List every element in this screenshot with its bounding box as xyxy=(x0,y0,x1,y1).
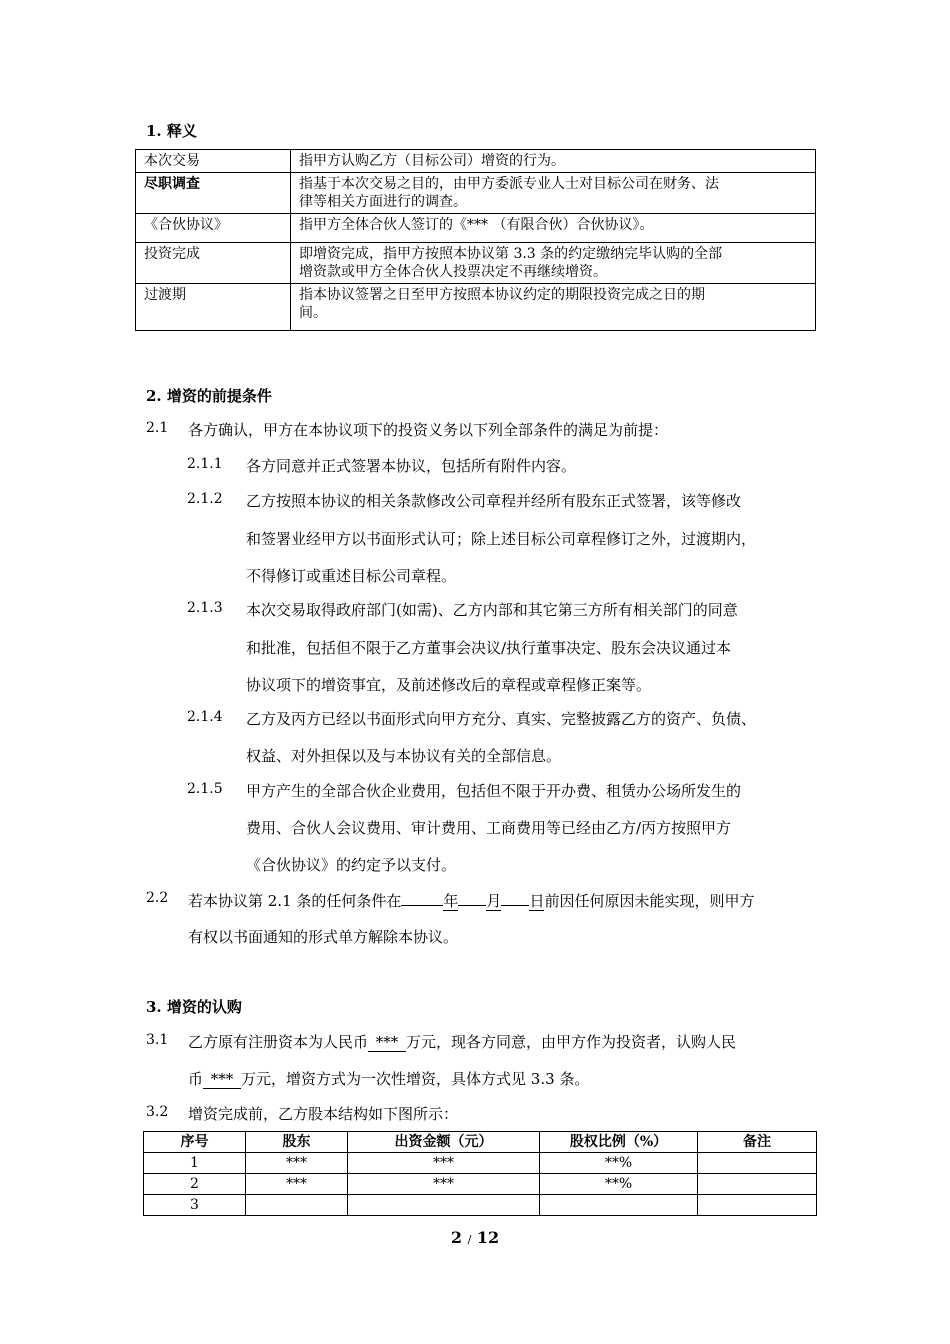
table-cell xyxy=(540,1195,698,1216)
subclause-text: 甲方产生的全部合伙企业费用，包括但不限于开办费、租赁办公场所发生的 xyxy=(246,782,742,800)
subclause-text: 《合伙协议》的约定予以支付。 xyxy=(246,856,457,874)
table-cell: *** xyxy=(348,1174,540,1195)
table-cell: 2 xyxy=(144,1174,246,1195)
subclause-text: 和签署业经甲方以书面形式认可；除上述目标公司章程修订之外，过渡期内， xyxy=(246,530,757,548)
subclause-text: 协议项下的增资事宜，及前述修改后的章程或章程修正案等。 xyxy=(246,676,652,694)
definition-row xyxy=(136,214,816,243)
definition-term: 《合伙协议》 xyxy=(136,214,291,243)
table-cell: 3 xyxy=(144,1195,246,1216)
clause-number: 3.2 xyxy=(146,1104,169,1120)
table-cell: 1 xyxy=(144,1153,246,1174)
definition-term: 本次交易 xyxy=(136,150,291,173)
page-number: 2 / 12 xyxy=(450,1228,500,1247)
clause-text: 乙方原有注册资本为人民币 *** 万元，现各方同意，由甲方作为投资者，认购人民 xyxy=(188,1033,737,1051)
clause-number: 2.2 xyxy=(146,890,169,906)
clause-text: 增资完成前，乙方股本结构如下图所示： xyxy=(188,1105,459,1123)
table-header-row xyxy=(144,1132,817,1153)
subclause-number: 2.1.4 xyxy=(187,709,223,725)
subclause-text: 不得修订或重述目标公司章程。 xyxy=(246,567,457,585)
definition-term: 过渡期 xyxy=(136,284,291,331)
clause-text: 若本协议第 2.1 条的任何条件在 年 月 日前因任何原因未能实现，则甲方 xyxy=(188,889,754,911)
subclause-text: 乙方及丙方已经以书面形式向甲方充分、真实、完整披露乙方的资产、负债、 xyxy=(246,710,757,728)
table-cell: *** xyxy=(246,1174,348,1195)
subclause-text: 权益、对外担保以及与本协议有关的全部信息。 xyxy=(246,747,562,765)
definition-row xyxy=(136,173,816,214)
subclause-text: 费用、合伙人会议费用、审计费用、工商费用等已经由乙方/丙方按照甲方 xyxy=(246,819,732,837)
table-row xyxy=(144,1153,817,1174)
column-header: 股权比例（%） xyxy=(540,1132,698,1153)
section-2-heading: 2. 增资的前提条件 xyxy=(146,387,272,405)
table-cell: *** xyxy=(246,1153,348,1174)
subclause-number: 2.1.5 xyxy=(187,781,223,797)
subclause-text: 各方同意并正式签署本协议，包括所有附件内容。 xyxy=(246,457,577,475)
table-cell xyxy=(698,1153,817,1174)
table-cell xyxy=(698,1174,817,1195)
clause-text: 各方确认，甲方在本协议项下的投资义务以下列全部条件的满足为前提： xyxy=(188,421,669,439)
table-row xyxy=(144,1195,817,1216)
column-header: 序号 xyxy=(144,1132,246,1153)
definition-text: 指本协议签署之日至甲方按照本协议约定的期限投资完成之日的期 间。 xyxy=(291,284,816,331)
table-cell: *** xyxy=(348,1153,540,1174)
table-cell: **% xyxy=(540,1153,698,1174)
column-header: 出资金额（元） xyxy=(348,1132,540,1153)
subclause-number: 2.1.3 xyxy=(187,600,223,616)
equity-table xyxy=(143,1131,817,1216)
section-3-heading: 3. 增资的认购 xyxy=(146,998,242,1016)
subclause-number: 2.1.2 xyxy=(187,491,223,507)
definition-text: 指基于本次交易之目的，由甲方委派专业人士对目标公司在财务、法 律等相关方面进行的调查。 xyxy=(291,173,816,214)
clause-text: 有权以书面通知的形式单方解除本协议。 xyxy=(188,928,459,946)
definition-term: 投资完成 xyxy=(136,243,291,284)
definitions-table xyxy=(135,149,816,331)
table-cell: **% xyxy=(540,1174,698,1195)
clause-number: 3.1 xyxy=(146,1032,169,1048)
definition-row xyxy=(136,284,816,331)
clause-number: 2.1 xyxy=(146,420,169,436)
subclause-number: 2.1.1 xyxy=(187,456,223,472)
column-header: 备注 xyxy=(698,1132,817,1153)
definition-text: 指甲方全体合伙人签订的《*** （有限合伙）合伙协议》。 xyxy=(291,214,816,243)
definition-row xyxy=(136,243,816,284)
clause-text: 币 *** 万元，增资方式为一次性增资，具体方式见 3.3 条。 xyxy=(188,1070,590,1088)
table-cell xyxy=(698,1195,817,1216)
definition-row xyxy=(136,150,816,173)
definition-text: 即增资完成，指甲方按照本协议第 3.3 条的约定缴纳完毕认购的全部 增资款或甲方全体合伙人投票决定不再继续增资。 xyxy=(291,243,816,284)
section-1-heading: 1. 释义 xyxy=(146,122,197,140)
definition-term: 尽职调查 xyxy=(136,173,291,214)
subclause-text: 乙方按照本协议的相关条款修改公司章程并经所有股东正式签署，该等修改 xyxy=(246,492,742,510)
subclause-text: 和批准，包括但不限于乙方董事会决议/执行董事决定、股东会决议通过本 xyxy=(246,639,732,657)
definition-text: 指甲方认购乙方（目标公司）增资的行为。 xyxy=(291,150,816,173)
table-cell xyxy=(348,1195,540,1216)
table-row xyxy=(144,1174,817,1195)
subclause-text: 本次交易取得政府部门(如需)、乙方内部和其它第三方所有相关部门的同意 xyxy=(246,601,738,619)
column-header: 股东 xyxy=(246,1132,348,1153)
table-cell xyxy=(246,1195,348,1216)
